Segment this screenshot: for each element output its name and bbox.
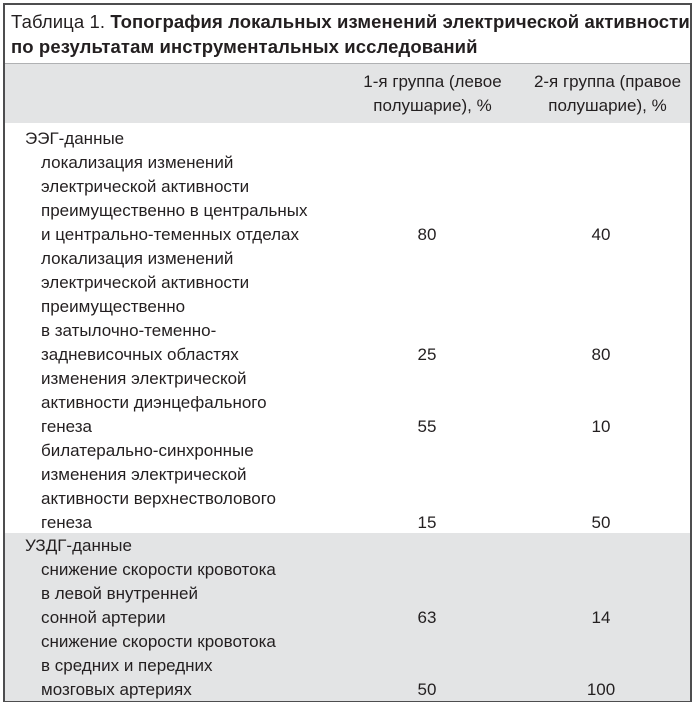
row-label: снижение скорости кровотока в левой внутренней сонной артерии — [41, 560, 276, 627]
row-value-group2: 40 — [591, 225, 611, 244]
row-value-group2: 100 — [586, 680, 616, 699]
row-value-group2: 80 — [591, 345, 611, 364]
row-value-group1: 15 — [417, 513, 437, 532]
row-value-group1: 55 — [417, 417, 437, 436]
table-row — [5, 439, 690, 535]
table-title — [11, 9, 691, 59]
table-row — [5, 558, 690, 630]
section-uzdg — [5, 533, 690, 701]
section-label: ЭЭГ-данные — [25, 129, 125, 148]
row-label: локализация изменений электрической активности преимущественно в центральных и центрально-теменных отделах — [41, 153, 308, 244]
row-value-group1: 50 — [417, 680, 437, 699]
table-row — [5, 151, 690, 247]
row-value-group1: 25 — [417, 345, 437, 364]
row-value-group2: 10 — [591, 417, 611, 436]
row-label: билатерально-синхронные изменения электрической активности верхнестволового генеза — [41, 441, 276, 532]
table-row — [5, 367, 690, 439]
section-eeg — [5, 123, 690, 533]
row-label: изменения электрической активности диэнцефального генеза — [41, 369, 267, 436]
table-row — [5, 630, 690, 702]
row-value-group2: 50 — [591, 513, 611, 532]
row-value-group1: 80 — [417, 225, 437, 244]
table-row — [5, 247, 690, 367]
row-value-group1: 63 — [417, 608, 437, 627]
column-header-group2: 2-я группа (правое полушарие), % — [533, 72, 682, 115]
section-label: УЗДГ-данные — [25, 536, 132, 555]
table-title-text: Топография локальных изменений электрической активности по результатам инструментальных исследований — [11, 11, 690, 57]
table-frame — [3, 3, 692, 702]
table-header — [5, 63, 690, 124]
table-title-prefix: Таблица 1. — [11, 11, 111, 32]
row-label: снижение скорости кровотока в средних и передних мозговых артериях — [41, 632, 276, 699]
row-value-group2: 14 — [591, 608, 611, 627]
column-header-group1: 1-я группа (левое полушарие), % — [363, 72, 502, 115]
row-label: локализация изменений электрической активности преимущественно в затылочно-теменно- задневисочных областях — [41, 249, 250, 364]
